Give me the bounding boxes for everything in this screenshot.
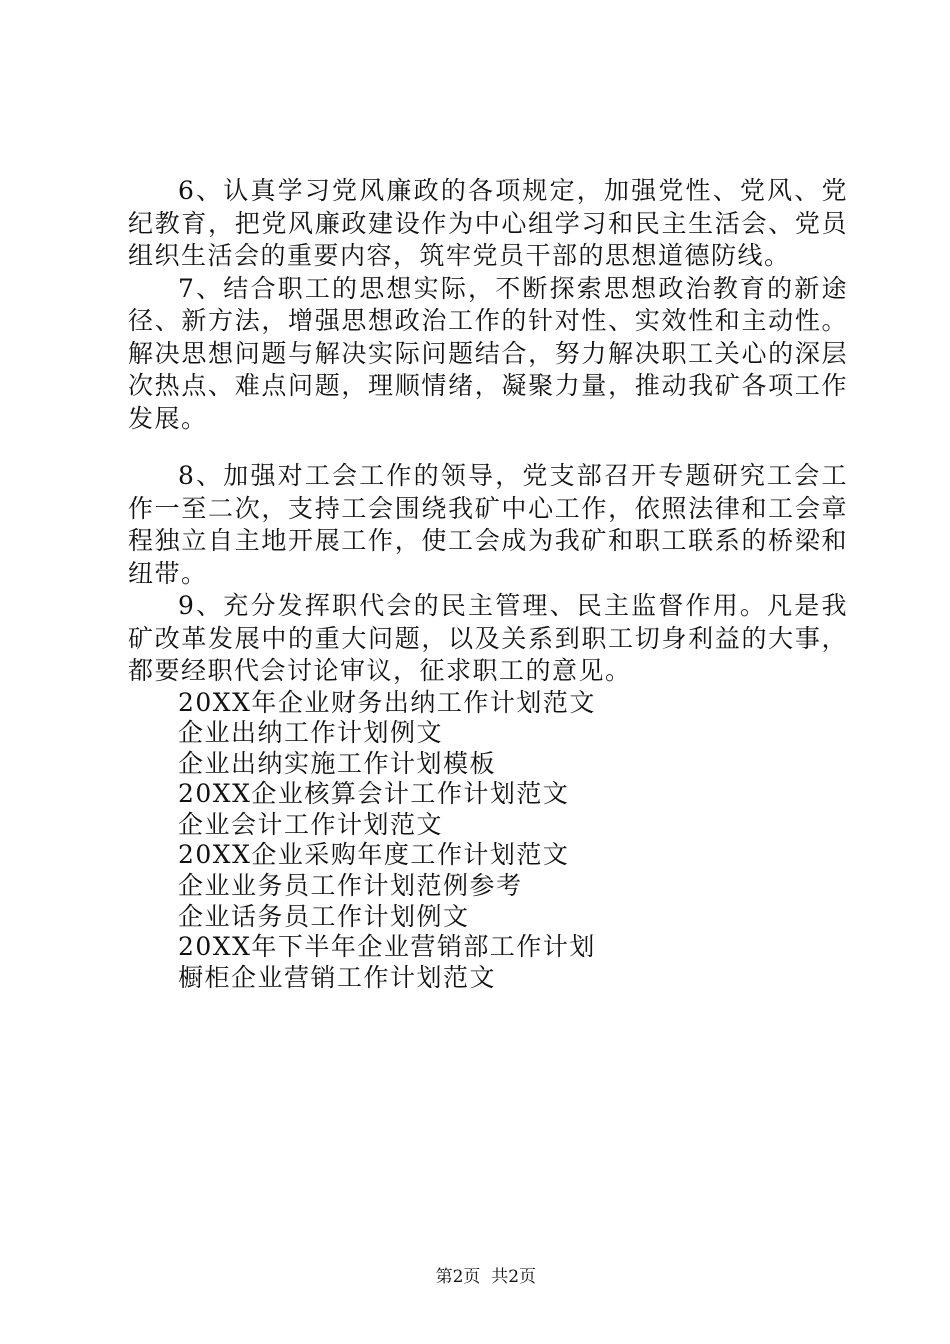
related-documents-list bbox=[128, 688, 848, 994]
related-document-link[interactable]: 橱柜企业营销工作计划范文 bbox=[178, 962, 497, 992]
related-document-link[interactable]: 20XX年下半年企业营销部工作计划 bbox=[178, 932, 596, 962]
related-document-link[interactable]: 企业出纳实施工作计划模板 bbox=[178, 748, 497, 778]
related-document-link[interactable]: 20XX企业核算会计工作计划范文 bbox=[178, 779, 570, 809]
related-document-link[interactable]: 20XX企业采购年度工作计划范文 bbox=[178, 840, 570, 870]
related-document-link[interactable]: 企业话务员工作计划例文 bbox=[178, 901, 470, 931]
related-document-link[interactable]: 20XX年企业财务出纳工作计划范文 bbox=[178, 687, 596, 717]
paragraph-item-7: 7、结合职工的思想实际，不断探索思想政治教育的新途径、新方法，增强思想政治工作的针对性、实效性和主动性。解决思想问题与解决实际问题结合，努力解决职工关心的深层次热点、难点问题，理顺情绪，凝聚力量，推动我矿各项工作发展。 bbox=[128, 273, 848, 433]
page-number-label: 第2页 共2页 bbox=[435, 1267, 537, 1287]
related-document-link[interactable]: 企业出纳工作计划例文 bbox=[178, 718, 444, 748]
page-footer bbox=[0, 1244, 950, 1310]
paragraph-spacer bbox=[128, 435, 848, 460]
paragraph-item-8: 8、加强对工会工作的领导，党支部召开专题研究工会工作一至二次，支持工会围绕我矿中心工作，依照法律和工会章程独立自主地开展工作，使工会成为我矿和职工联系的桥梁和纽带。 bbox=[128, 461, 848, 588]
related-document-link[interactable]: 企业会计工作计划范文 bbox=[178, 809, 444, 839]
related-document-link[interactable]: 企业业务员工作计划范例参考 bbox=[178, 871, 523, 901]
document-body bbox=[128, 175, 848, 993]
paragraph-item-6: 6、认真学习党风廉政的各项规定，加强党性、党风、党纪教育，把党风廉政建设作为中心组学习和民主生活会、党员组织生活会的重要内容，筑牢党员干部的思想道德防线。 bbox=[128, 176, 848, 270]
paragraph-item-9: 9、充分发挥职代会的民主管理、民主监督作用。凡是我矿改革发展中的重大问题，以及关系到职工切身利益的大事，都要经职代会讨论审议，征求职工的意见。 bbox=[128, 591, 848, 685]
